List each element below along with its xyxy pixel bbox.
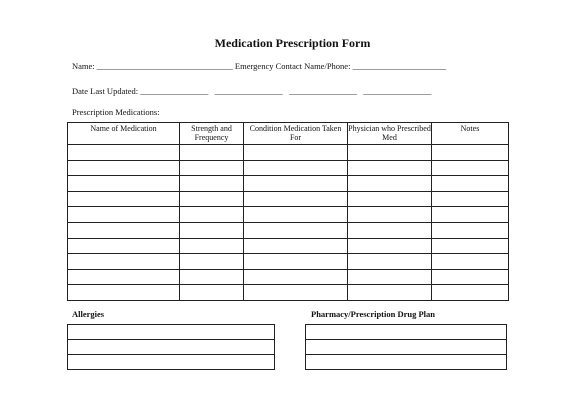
pharmacy-cell[interactable]: [306, 325, 507, 340]
table-cell[interactable]: [348, 238, 432, 254]
table-cell[interactable]: [180, 254, 244, 270]
emergency-contact-label: Emergency Contact Name/Phone:: [234, 61, 351, 71]
allergies-row: [68, 355, 275, 370]
table-cell[interactable]: [68, 207, 180, 223]
table-cell[interactable]: [68, 222, 180, 238]
pharmacy-cell[interactable]: [306, 340, 507, 355]
table-cell[interactable]: [180, 238, 244, 254]
table-row: [68, 176, 509, 192]
column-header-strength: Strength and Frequency: [180, 123, 244, 145]
table-cell[interactable]: [244, 160, 348, 176]
table-cell[interactable]: [244, 285, 348, 301]
table-row: [68, 285, 509, 301]
table-cell[interactable]: [432, 160, 509, 176]
table-row: [68, 160, 509, 176]
table-cell[interactable]: [244, 145, 348, 161]
name-row: [72, 61, 446, 71]
prescription-table: [67, 122, 509, 301]
table-cell[interactable]: [180, 222, 244, 238]
pharmacy-row: [306, 355, 507, 370]
date-field-4[interactable]: ________________: [363, 86, 432, 96]
table-cell[interactable]: [432, 207, 509, 223]
table-cell[interactable]: [432, 222, 509, 238]
table-cell[interactable]: [68, 191, 180, 207]
table-cell[interactable]: [68, 254, 180, 270]
table-row: [68, 145, 509, 161]
table-cell[interactable]: [348, 207, 432, 223]
table-row: [68, 269, 509, 285]
pharmacy-row: [306, 340, 507, 355]
table-cell[interactable]: [432, 238, 509, 254]
date-row: [72, 86, 431, 96]
table-row: [68, 254, 509, 270]
table-cell[interactable]: [244, 269, 348, 285]
allergies-cell[interactable]: [68, 325, 275, 340]
table-cell[interactable]: [68, 285, 180, 301]
table-cell[interactable]: [348, 176, 432, 192]
table-cell[interactable]: [432, 191, 509, 207]
column-header-notes: Notes: [432, 123, 509, 145]
emergency-contact-field[interactable]: ______________________: [352, 61, 447, 71]
table-cell[interactable]: [348, 145, 432, 161]
table-cell[interactable]: [244, 222, 348, 238]
name-field[interactable]: ________________________________: [96, 61, 233, 71]
allergies-row: [68, 325, 275, 340]
table-cell[interactable]: [180, 191, 244, 207]
pharmacy-row: [306, 325, 507, 340]
table-cell[interactable]: [180, 160, 244, 176]
allergies-table: [67, 324, 275, 370]
table-cell[interactable]: [432, 145, 509, 161]
name-label: Name:: [72, 61, 95, 71]
allergies-label: Allergies: [72, 309, 105, 319]
column-header-medication: Name of Medication: [68, 123, 180, 145]
date-label: Date Last Updated:: [72, 86, 139, 96]
table-cell[interactable]: [244, 254, 348, 270]
table-cell[interactable]: [180, 207, 244, 223]
table-cell[interactable]: [244, 238, 348, 254]
table-cell[interactable]: [68, 269, 180, 285]
allergies-cell[interactable]: [68, 340, 275, 355]
pharmacy-label: Pharmacy/Prescription Drug Plan: [311, 309, 436, 319]
date-field-3[interactable]: ________________: [288, 86, 357, 96]
table-header-row: [68, 123, 509, 145]
table-cell[interactable]: [68, 176, 180, 192]
table-cell[interactable]: [348, 254, 432, 270]
table-cell[interactable]: [432, 254, 509, 270]
column-header-physician: Physician who Prescribed Med: [348, 123, 432, 145]
table-cell[interactable]: [348, 269, 432, 285]
table-row: [68, 238, 509, 254]
allergies-cell[interactable]: [68, 355, 275, 370]
table-row: [68, 191, 509, 207]
date-field-2[interactable]: ________________: [214, 86, 283, 96]
table-cell[interactable]: [180, 176, 244, 192]
table-cell[interactable]: [244, 191, 348, 207]
table-cell[interactable]: [432, 269, 509, 285]
allergies-row: [68, 340, 275, 355]
table-row: [68, 222, 509, 238]
column-header-condition: Condition Medication Taken For: [244, 123, 348, 145]
prescriptions-label: Prescription Medications:: [72, 107, 160, 117]
table-row: [68, 207, 509, 223]
date-field-1[interactable]: ________________: [140, 86, 209, 96]
table-cell[interactable]: [348, 285, 432, 301]
page-title: Medication Prescription Form: [214, 36, 371, 50]
table-cell[interactable]: [348, 222, 432, 238]
table-cell[interactable]: [348, 191, 432, 207]
table-cell[interactable]: [180, 145, 244, 161]
table-cell[interactable]: [432, 176, 509, 192]
table-cell[interactable]: [180, 285, 244, 301]
table-cell[interactable]: [432, 285, 509, 301]
table-cell[interactable]: [68, 238, 180, 254]
pharmacy-cell[interactable]: [306, 355, 507, 370]
pharmacy-table: [305, 324, 507, 370]
table-cell[interactable]: [68, 160, 180, 176]
table-cell[interactable]: [180, 269, 244, 285]
table-cell[interactable]: [244, 207, 348, 223]
table-cell[interactable]: [68, 145, 180, 161]
table-cell[interactable]: [348, 160, 432, 176]
table-cell[interactable]: [244, 176, 348, 192]
